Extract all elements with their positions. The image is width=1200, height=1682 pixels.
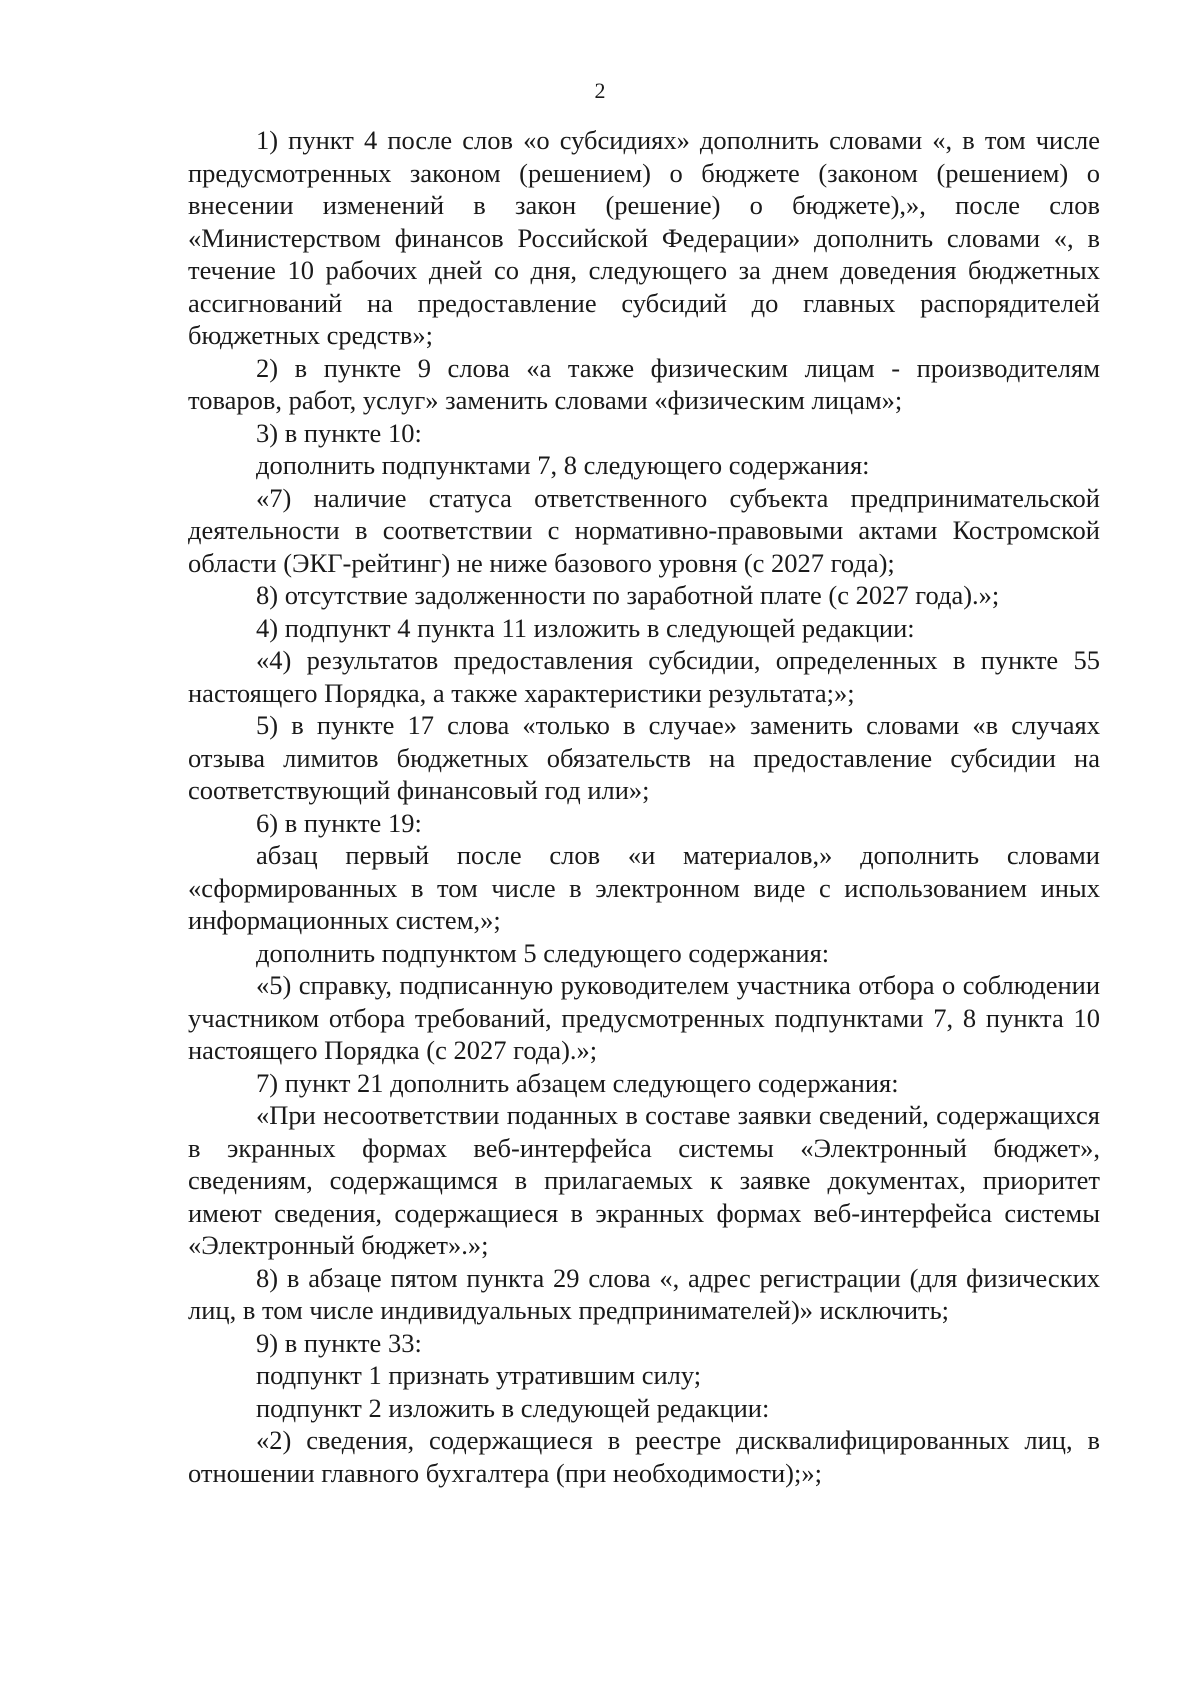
paragraph-add-subitem-5: дополнить подпунктом 5 следующего содержания:: [256, 937, 830, 968]
paragraph-item-3: 3) в пункте 10:: [256, 417, 422, 448]
paragraph-subitem-2-text: «2) сведения, содержащиеся в реестре дисквалифицированных лиц, в отношении главного бухгалтера (при необходимости);»;: [188, 1425, 1100, 1488]
paragraph-new-abzac-text: «При несоответствии поданных в составе заявки сведений, содержащихся в экранных формах веб-интерфейса системы «Электронный бюджет», сведениям, содержащимся в прилагаемых к заявке документах, приоритет имеют сведения, содержащиеся в экранных формах веб-интерфейса системы «Электронный бюджет».»;: [188, 1100, 1100, 1260]
paragraph-item-9: 9) в пункте 33:: [256, 1327, 422, 1358]
paragraph-subitem-2-new: подпункт 2 изложить в следующей редакции:: [256, 1392, 770, 1423]
paragraph-subitem-7: «7) наличие статуса ответственного субъекта предпринимательской деятельности в соответствии с нормативно-правовыми актами Костромской области (ЭКГ-рейтинг) не ниже базового уровня (с 2027 года);: [188, 482, 1100, 578]
paragraph-item-4: 4) подпункт 4 пункта 11 изложить в следующей редакции:: [256, 612, 915, 643]
paragraph-subitem-8: 8) отсутствие задолженности по заработной плате (с 2027 года).»;: [256, 580, 1000, 610]
paragraph-item-6: 6) в пункте 19:: [256, 807, 422, 838]
paragraph-first-abzac: абзац первый после слов «и материалов,» дополнить словами «сформированных в том числе в электронном виде с использованием иных информационных систем,»;: [188, 840, 1100, 935]
paragraph-item-5: 5) в пункте 17 слова «только в случае» заменить словами «в случаях отзыва лимитов бюджетных обязательств на предоставление субсидии на соответствующий финансовый год или»;: [188, 710, 1100, 805]
paragraph-amendment-intro: дополнить подпунктами 7, 8 следующего содержания:: [256, 450, 870, 480]
paragraph-subitem-1-void: подпункт 1 признать утратившим силу;: [256, 1360, 702, 1390]
paragraph-subitem-4-text: «4) результатов предоставления субсидии, определенных в пункте 55 настоящего Порядка, а также характеристики результата;»;: [188, 645, 1100, 708]
paragraph-subitem-5-text: «5) справку, подписанную руководителем участника отбора о соблюдении участником отбора требований, предусмотренных подпунктами 7, 8 пункта 10 настоящего Порядка (с 2027 года).»;: [188, 970, 1100, 1065]
page-number: 2: [594, 78, 606, 103]
paragraph-item-2: 2) в пункте 9 слова «а также физическим лицам - производителям товаров, работ, услуг» заменить словами «физическим лицам»;: [188, 352, 1100, 415]
document-body: [188, 124, 1100, 1489]
paragraph-item-7: 7) пункт 21 дополнить абзацем следующего содержания:: [256, 1067, 899, 1098]
paragraph-item-8: 8) в абзаце пятом пункта 29 слова «, адрес регистрации (для физических лиц, в том числе индивидуальных предпринимателей)» исключить;: [188, 1262, 1100, 1325]
paragraph-item-1: 1) пункт 4 после слов «о субсидиях» дополнить словами «, в том числе предусмотренных законом (решением) о бюджете (законом (решением) о внесении изменений в закон (решение) о бюджете),», после слов «Министерством финансов Российской Федерации» дополнить словами «, в течение 10 рабочих дней со дня, следующего за днем доведения бюджетных ассигнований на предоставление субсидий до главных распорядителей бюджетных средств»;: [188, 125, 1100, 350]
